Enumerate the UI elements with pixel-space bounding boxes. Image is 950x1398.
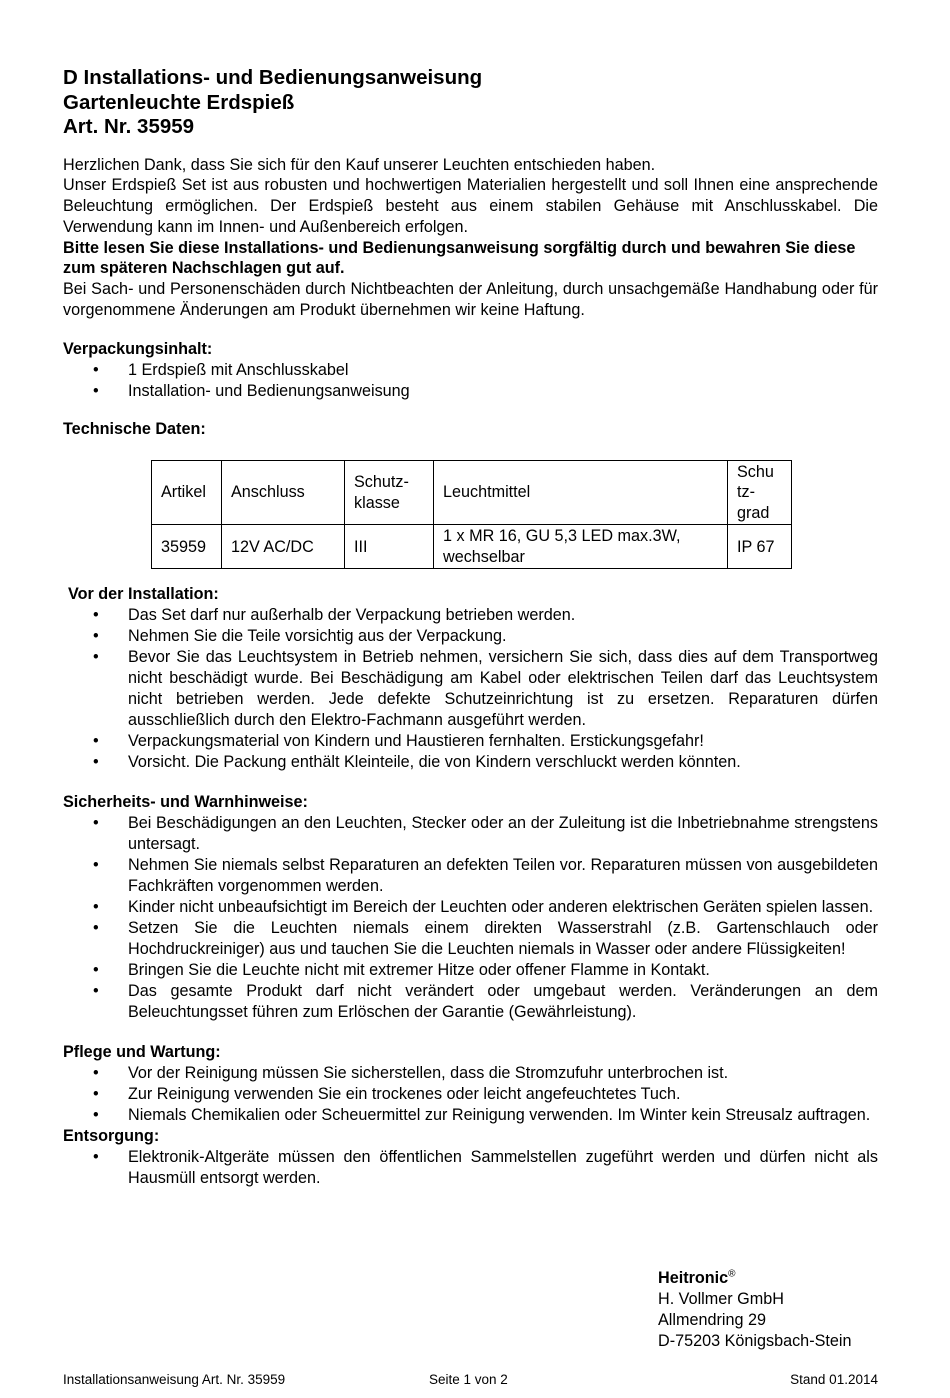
company-street: Allmendring 29: [658, 1311, 766, 1329]
list-item: • Vor der Reinigung müssen Sie sicherstellen, dass die Stromzufuhr unterbrochen ist.: [93, 1064, 729, 1083]
intro-liability: Bei Sach- und Personenschäden durch Nichtbeachten der Anleitung, durch unsachgemäße Handhabung oder für vorgenommene Änderungen am Produkt übernehmen wir keine Haftung.: [63, 280, 878, 320]
doc-title-line-2: Gartenleuchte Erdspieß: [63, 90, 295, 114]
footer-doc-ref: Installationsanweisung Art. Nr. 35959: [63, 1372, 286, 1387]
table-header-cell: Anschluss: [222, 460, 345, 525]
document-body: [63, 66, 878, 1189]
list-item: • 1 Erdspieß mit Anschlusskabel: [93, 360, 349, 379]
table-cell: III: [345, 525, 434, 569]
list-item: • Kinder nicht unbeaufsichtigt im Bereich der Leuchten oder anderen elektrischen Geräten spielen lassen.: [93, 898, 874, 917]
table-cell: IP 67: [728, 525, 792, 569]
company-name: H. Vollmer GmbH: [658, 1290, 784, 1308]
table-cell: 35959: [152, 525, 222, 569]
list-item: • Niemals Chemikalien oder Scheuermittel zur Reinigung verwenden. Im Winter kein Streusalz auftragen.: [93, 1106, 871, 1125]
safety-list: [63, 813, 878, 1023]
list-item: • Das Set darf nur außerhalb der Verpackung betrieben werden.: [93, 606, 576, 625]
list-item: • Bei Beschädigungen an den Leuchten, Stecker oder an der Zuleitung ist die Inbetriebnahme strengstens untersagt.: [93, 814, 878, 854]
intro-read-notice: Bitte lesen Sie diese Installations- und Bedienungsanweisung sorgfältig durch und bewahren Sie diese zum späteren Nachschlagen gut auf.: [63, 238, 856, 278]
intro-description: Unser Erdspieß Set ist aus robusten und hochwertigen Materialien hergestellt und soll Ihnen eine ansprechende Beleuchtung ermöglichen. Der Erdspieß besteht aus einem stabilen Gehäuse mit Anschlusskabel. Die Verwendung kann im Innen- und Außenbereich erfolgen.: [63, 176, 878, 236]
list-item: • Nehmen Sie die Teile vorsichtig aus der Verpackung.: [93, 627, 507, 646]
list-item: • Verpackungsmaterial von Kindern und Haustieren fernhalten. Erstickungsgefahr!: [93, 732, 704, 751]
footer-page-number: Seite 1 von 2: [429, 1372, 508, 1387]
list-item: • Vorsicht. Die Packung enthält Kleinteile, die von Kindern verschluckt werden könnten.: [93, 753, 741, 772]
list-item: • Nehmen Sie niemals selbst Reparaturen an defekten Teilen vor. Reparaturen müssen von ausgebildeten Fachkräften vorgenommen werden.: [93, 856, 878, 896]
company-address: [658, 1268, 851, 1352]
disposal-list: [63, 1147, 878, 1189]
intro-thanks: Herzlichen Dank, dass Sie sich für den Kauf unserer Leuchten entschieden haben.: [63, 155, 656, 174]
table-cell: 12V AC/DC: [222, 525, 345, 569]
care-list: [63, 1063, 878, 1126]
table-row: [152, 525, 792, 569]
list-item: • Bevor Sie das Leuchtsystem in Betrieb nehmen, versichern Sie sich, dass dies auf dem Transportweg nicht beschädigt wurde. Bei Beschädigung am Kabel oder elektrischen Teilen darf das Leuchtsystem nicht betrieben werden. Jede defekte Schutzeinrichtung ist zu ersetzen. Reparaturen dürfen ausschließlich durch den Elektro-Fachmann ausgeführt werden.: [93, 648, 878, 730]
safety-heading: Sicherheits- und Warnhinweise:: [63, 793, 308, 812]
table-header-cell: Artikel: [152, 460, 222, 525]
before-install-heading: Vor der Installation:: [68, 585, 219, 604]
technical-heading: Technische Daten:: [63, 419, 206, 438]
list-item: • Installation- und Bedienungsanweisung: [93, 381, 410, 400]
packaging-heading: Verpackungsinhalt:: [63, 339, 213, 358]
doc-title-line-1: D Installations- und Bedienungsanweisung: [63, 66, 483, 89]
table-header-cell: Leuchtmittel: [434, 460, 728, 525]
list-item: • Setzen Sie die Leuchten niemals einem direkten Wasserstrahl (z.B. Gartenschlauch oder Hochdruckreiniger) aus und tauchen Sie die Leuchten niemals in Wasser oder andere Flüssigkeiten!: [93, 919, 878, 959]
footer-version: Stand 01.2014: [790, 1372, 878, 1387]
disposal-heading: Entsorgung:: [63, 1127, 160, 1146]
packaging-list: [63, 360, 878, 402]
doc-title-line-3: Art. Nr. 35959: [63, 115, 195, 138]
list-item: • Das gesamte Produkt darf nicht verändert oder umgebaut werden. Veränderungen an dem Beleuchtungsset führen zum Erlöschen der Garantie (Gewährleistung).: [93, 982, 878, 1022]
table-header-cell: Schu tz- grad: [728, 460, 792, 525]
before-install-list: [63, 605, 878, 773]
care-heading: Pflege und Wartung:: [63, 1043, 221, 1062]
registered-mark: ®: [728, 1268, 736, 1280]
list-item: • Zur Reinigung verwenden Sie ein trockenes oder leicht angefeuchtetes Tuch.: [93, 1085, 681, 1104]
table-cell: 1 x MR 16, GU 5,3 LED max.3W, wechselbar: [434, 525, 728, 569]
table-header-cell: Schutz- klasse: [345, 460, 434, 525]
table-header-row: [152, 460, 792, 525]
company-city: D-75203 Königsbach-Stein: [658, 1332, 852, 1350]
list-item: • Bringen Sie die Leuchte nicht mit extremer Hitze oder offener Flamme in Kontakt.: [93, 961, 710, 980]
company-brand: Heitronic®: [658, 1268, 736, 1287]
list-item: • Elektronik-Altgeräte müssen den öffentlichen Sammelstellen zugeführt werden und dürfen nicht als Hausmüll entsorgt werden.: [93, 1148, 878, 1188]
technical-data-table: [151, 460, 792, 570]
